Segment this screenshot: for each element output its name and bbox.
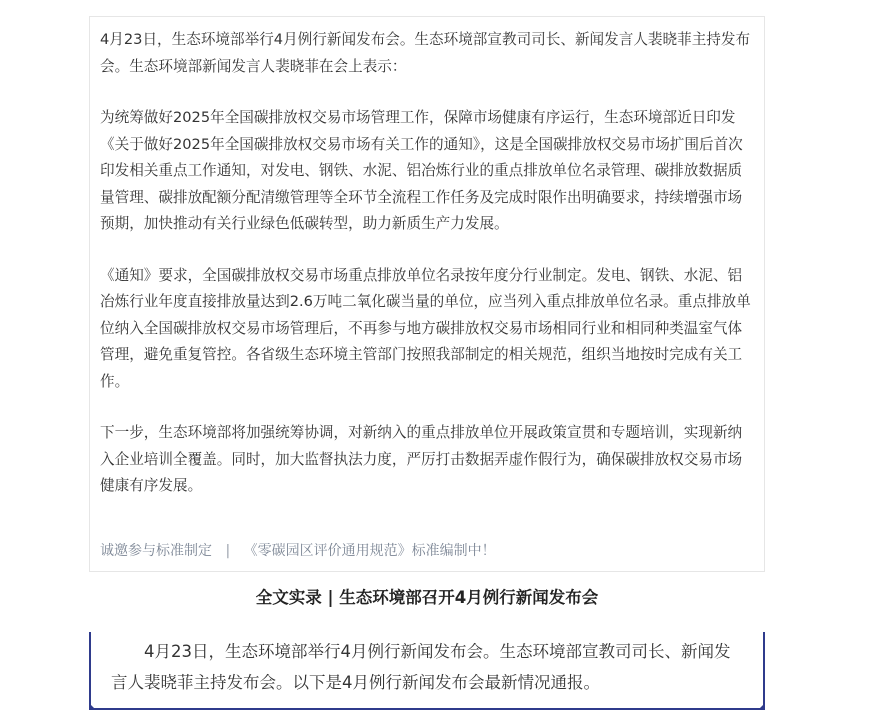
article-paragraph-next-steps: 下一步，生态环境部将加强统筹协调，对新纳入的重点排放单位开展政策宣贯和专题培训，实现新纳入企业培训全覆盖。同时，加大监督执法力度，严厉打击数据弄虚作假行为，确保碳排放权交易市场健康有序发展。 [100,424,743,494]
related-summary-text: 4月23日，生态环境部举行4月例行新闻发布会。生态环境部宣教司司长、新闻发言人裴晓菲主持发布会。以下是4月例行新闻发布会最新情况通报。 [111,642,731,692]
promo-separator: | [225,543,231,559]
corner-decoration-right [758,703,765,710]
article-paragraph-intro: 4月23日，生态环境部举行4月例行新闻发布会。生态环境部宣教司司长、新闻发言人裴晓菲主持发布会。生态环境部新闻发言人裴晓菲在会上表示： [100,31,751,75]
article-paragraph-requirements: 《通知》要求，全国碳排放权交易市场重点排放单位名录按年度分行业制定。发电、钢铁、水泥、铝冶炼行业年度直接排放量达到2.6万吨二氧化碳当量的单位，应当列入重点排放单位名录。重点排放单位纳入全国碳排放权交易市场管理后，不再参与地方碳排放权交易市场相同行业和相同种类温室气体管理，避免重复管控。各省级生态环境主管部门按照我部制定的相关规范，组织当地按时完成有关工作。 [100,266,751,390]
related-article-title[interactable]: 全文实录 | 生态环境部召开4月例行新闻发布会 [255,588,599,607]
promo-links [100,541,496,561]
promo-link-standard-invite[interactable]: 诚邀参与标准制定 [100,543,212,559]
corner-decoration-left [89,703,96,710]
article-paragraph-notice: 为统筹做好2025年全国碳排放权交易市场管理工作，保障市场健康有序运行，生态环境部近日印发《关于做好2025年全国碳排放权交易市场有关工作的通知》，这是全国碳排放权交易市场扩围后首次印发相关重点工作通知，对发电、钢铁、水泥、铝冶炼行业的重点排放单位名录管理、碳排放数据质量管理、碳排放配额分配清缴管理等全环节全流程工作任务及完成时限作出明确要求，持续增强市场预期，加快推动有关行业绿色低碳转型，助力新质生产力发展。 [100,109,743,232]
article-body [89,16,765,572]
promo-link-zero-carbon-park[interactable]: 《零碳园区评价通用规范》标准编制中！ [243,543,496,559]
related-summary-box[interactable] [89,632,765,710]
